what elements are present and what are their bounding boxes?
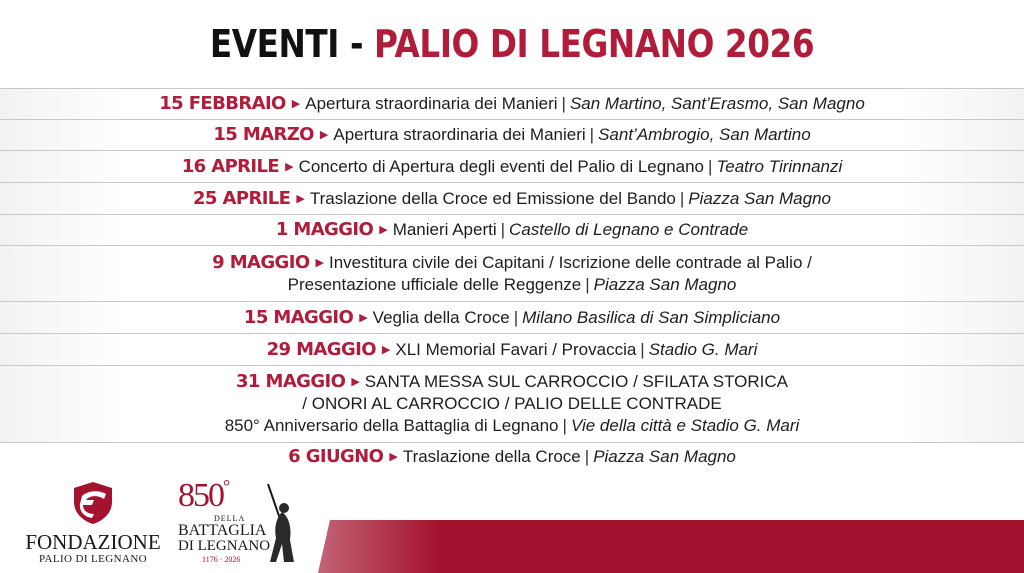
- event-date: 31 MAGGIO: [236, 371, 346, 392]
- anniversary-battaglia: BATTAGLIA: [178, 522, 267, 539]
- play-arrow-icon: ▶: [379, 224, 388, 236]
- event-date: 29 MAGGIO: [266, 338, 376, 360]
- event-line: [193, 188, 831, 210]
- title-prefix: EVENTI -: [209, 22, 375, 66]
- event-row: [0, 333, 1024, 365]
- anniversary-della: DELLA: [214, 514, 246, 523]
- separator: |: [679, 188, 685, 208]
- event-line: [182, 156, 843, 178]
- event-description: Traslazione della Croce: [402, 446, 581, 466]
- event-row: [0, 365, 1024, 442]
- play-arrow-icon: ▶: [381, 343, 391, 356]
- event-row: [0, 442, 1024, 470]
- event-line: [212, 252, 812, 274]
- event-description: 850° Anniversario della Battaglia di Legnano: [224, 416, 559, 435]
- play-arrow-icon: ▶: [319, 129, 329, 141]
- event-row: [0, 182, 1024, 214]
- footer-band: [318, 520, 1024, 573]
- event-location: San Martino, Sant’Erasmo, San Magno: [569, 94, 865, 113]
- event-description: Apertura straordinaria dei Manieri: [305, 94, 558, 113]
- fondazione-name: FONDAZIONE: [25, 530, 161, 554]
- separator: |: [584, 446, 590, 466]
- separator: |: [500, 220, 506, 239]
- shield-logo-icon: [70, 480, 116, 526]
- title-main: PALIO DI LEGNANO 2026: [374, 22, 815, 66]
- fondazione-logo: [18, 480, 168, 565]
- fondazione-sub: PALIO DI LEGNANO: [38, 553, 148, 565]
- separator: |: [561, 94, 566, 113]
- event-line: [276, 219, 748, 241]
- event-date: 15 MAGGIO: [243, 306, 354, 328]
- play-arrow-icon: ▶: [285, 160, 294, 173]
- event-line: [288, 274, 737, 296]
- anniversary-legnano: DI LEGNANO: [178, 538, 271, 554]
- separator: |: [513, 307, 519, 327]
- play-arrow-icon: ▶: [351, 376, 360, 388]
- event-row: [0, 301, 1024, 333]
- play-arrow-icon: ▶: [315, 256, 324, 269]
- anniversary-logo: [172, 476, 312, 568]
- page-title: [72, 22, 953, 66]
- event-row: [0, 245, 1024, 301]
- event-date: 25 APRILE: [193, 187, 291, 209]
- play-arrow-icon: ▶: [291, 98, 301, 110]
- event-location: Milano Basilica di San Simpliciano: [522, 307, 781, 327]
- event-line: [213, 124, 810, 146]
- event-row: [0, 214, 1024, 245]
- event-line: [159, 93, 865, 115]
- event-location: Sant’Ambrogio, San Martino: [598, 125, 811, 144]
- event-location: Piazza San Magno: [593, 446, 736, 466]
- separator: |: [708, 156, 713, 176]
- event-date: 1 MAGGIO: [275, 219, 374, 240]
- event-line: [225, 415, 800, 437]
- event-description: SANTA MESSA SUL CARROCCIO / SFILATA STORICA: [364, 372, 788, 391]
- separator: |: [589, 125, 595, 144]
- event-location: Castello di Legnano e Contrade: [509, 220, 749, 239]
- event-line: [267, 339, 758, 361]
- event-description: / ONORI AL CARROCCIO / PALIO DELLE CONTRADE: [302, 394, 722, 413]
- event-description: Investitura civile dei Capitani / Iscrizione delle contrade al Palio /: [329, 252, 812, 272]
- separator: |: [640, 339, 645, 359]
- event-date: 15 FEBBRAIO: [159, 93, 286, 114]
- anniversary-years: 1176 · 2026: [202, 555, 241, 564]
- separator: |: [585, 274, 590, 294]
- event-description: Presentazione ufficiale delle Reggenze: [287, 274, 582, 294]
- event-row: [0, 150, 1024, 182]
- event-location: Piazza San Magno: [688, 188, 831, 208]
- event-row: [0, 119, 1024, 150]
- separator: |: [562, 416, 567, 435]
- event-line: [236, 371, 788, 393]
- anniversary-number: 850°: [178, 476, 229, 514]
- event-description: Apertura straordinaria dei Manieri: [333, 125, 586, 144]
- event-date: 6 GIUGNO: [288, 445, 384, 467]
- play-arrow-icon: ▶: [296, 192, 305, 205]
- play-arrow-icon: ▶: [389, 450, 398, 463]
- warrior-sword-icon: [264, 482, 300, 566]
- event-line: [244, 307, 780, 329]
- play-arrow-icon: ▶: [359, 311, 368, 324]
- event-description: Traslazione della Croce ed Emissione del Bando: [309, 188, 676, 208]
- event-date: 15 MARZO: [213, 124, 314, 145]
- event-date: 16 APRILE: [181, 155, 280, 177]
- event-line: [302, 393, 721, 415]
- event-location: Stadio G. Mari: [648, 339, 758, 359]
- event-row: [0, 88, 1024, 119]
- events-list: [0, 88, 1024, 470]
- event-description: Manieri Aperti: [392, 220, 497, 239]
- event-date: 9 MAGGIO: [212, 251, 310, 273]
- event-line: [288, 446, 736, 468]
- event-location: Piazza San Magno: [593, 274, 737, 294]
- event-description: Veglia della Croce: [372, 307, 510, 327]
- event-description: XLI Memorial Favari / Provaccia: [395, 339, 637, 359]
- event-location: Teatro Tirinnanzi: [716, 156, 843, 176]
- event-location: Vie della città e Stadio G. Mari: [570, 416, 800, 435]
- event-description: Concerto di Apertura degli eventi del Palio di Legnano: [298, 156, 705, 176]
